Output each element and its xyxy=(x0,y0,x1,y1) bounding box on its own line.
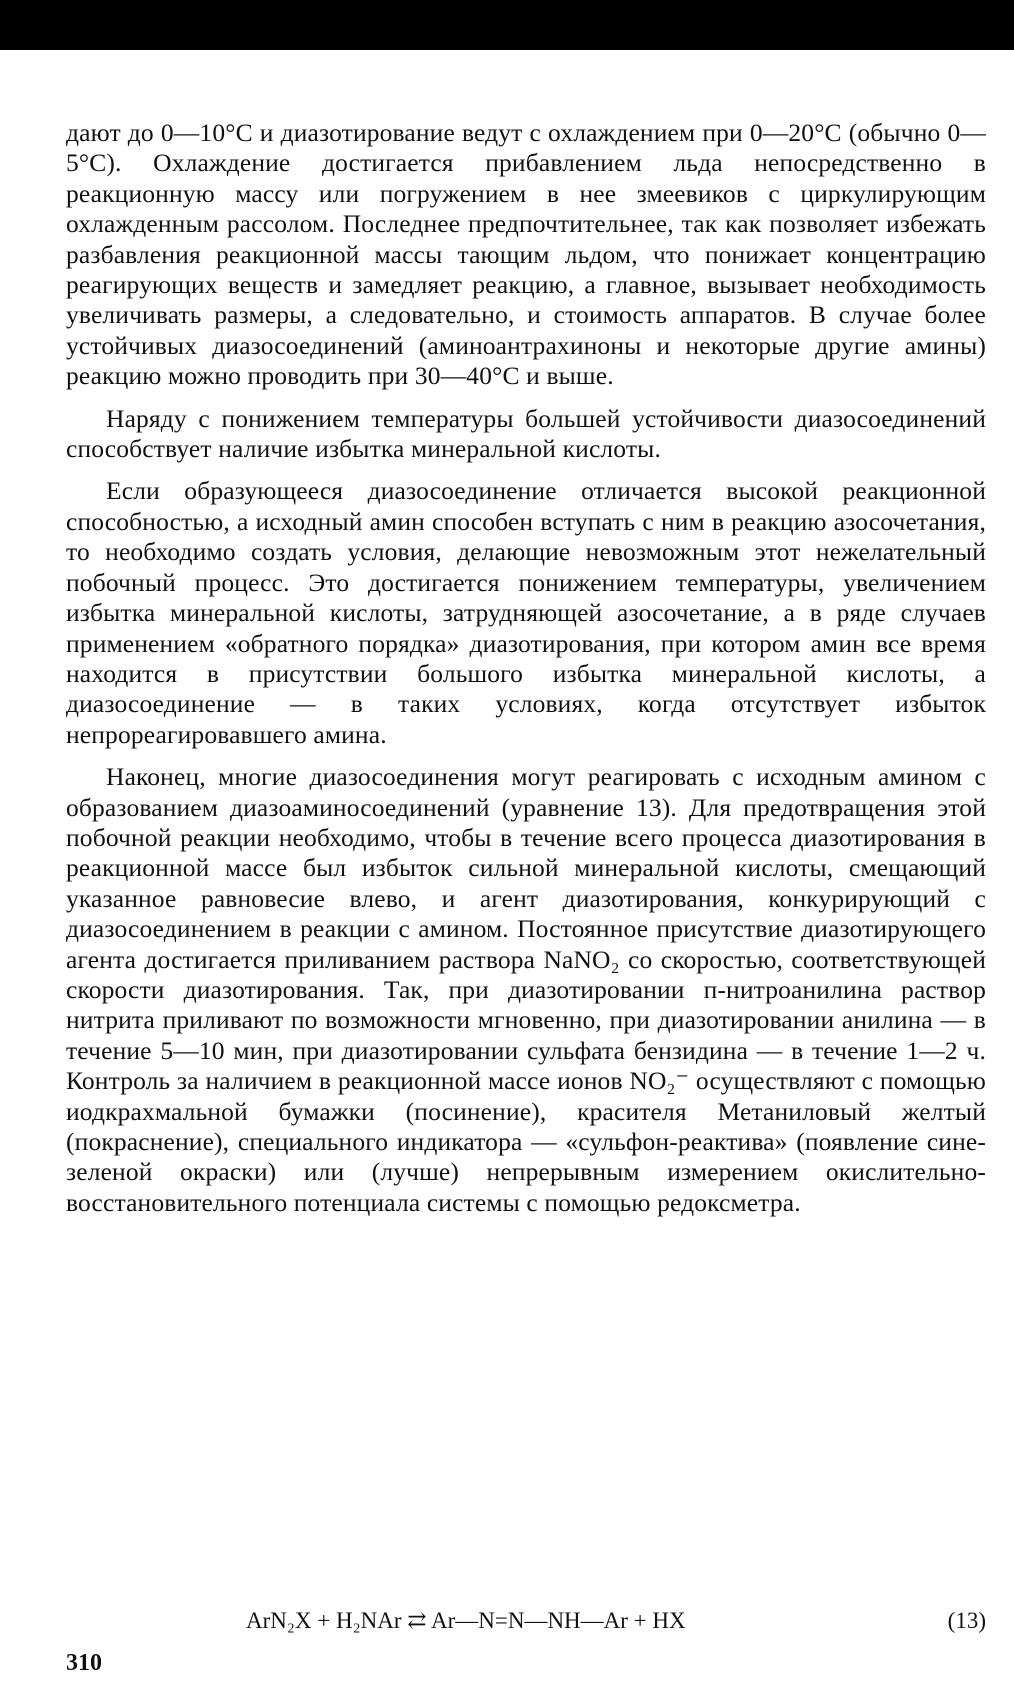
top-black-bar xyxy=(0,0,1014,50)
chemical-equation: ArN₂X + H₂NAr ⇄ Ar—N=N—NH—Ar + HX xyxy=(246,1608,686,1633)
paragraph-4: Наконец, многие диазосоединения могут реагировать с исходным амином с образованием диазоаминосоединений (уравнение 13). Для предотвращения этой побочной реакции необходимо, чтобы в течение всего процесса диазотирования в реакционной массе был избыток сильной минеральной кислоты, смещающий указанное равновесие влево, и агент диазотирования, конкурирующий с диазосоединением в реакции с амином. Постоянное присутствие диазотирующего агента достигается приливанием раствора NaNO₂ со скоростью, соответствующей скорости диазотирования. Так, при диазотировании п-нитроанилина раствор нитрита приливают по возможности мгновенно, при диазотировании анилина — в течение 5—10 мин, при диазотировании сульфата бензидина — в течение 1—2 ч. Контроль за наличием в реакционной массе ионов NO₂⁻ осуществляют с помощью иодкрахмальной бумажки (посинение), красителя Метаниловый желтый (покраснение), специального индикатора — «сульфон-реактива» (появление сине-зеленой окраски) или (лучше) непрерывным измерением окислительно-восстановительного потенциала системы с помощью редоксметра. xyxy=(66,762,986,1217)
equation-row xyxy=(66,1605,986,1637)
paragraph-3: Если образующееся диазосоединение отличается высокой реакционной способностью, а исходный амин способен вступать с ним в реакцию азосочетания, то необходимо создать условия, делающие невозможным этот нежелательный побочный процесс. Это достигается понижением температуры, увеличением избытка минеральной кислоты, затрудняющей азосочетание, а в ряде случаев применением «обратного порядка» диазотирования, при котором амин все время находится в присутствии большого избытка минеральной кислоты, а диазосоединение — в таких условиях, когда отсутствует избыток непрореагировавшего амина. xyxy=(66,476,986,749)
page-number: 310 xyxy=(66,1650,102,1676)
paragraph-1: дают до 0—10°С и диазотирование ведут с охлаждением при 0—20°С (обычно 0—5°С). Охлаждение достигается прибавлением льда непосредственно в реакционную массу или погружением в нее змеевиков с циркулирующим охлажденным рассолом. Последнее предпочтительнее, так как позволяет избежать разбавления реакционной массы тающим льдом, что понижает концентрацию реагирующих веществ и замедляет реакцию, а главное, вызывает необходимость увеличивать размеры, а следовательно, и стоимость аппаратов. В случае более устойчивых диазосоединений (аминоантрахиноны и некоторые другие амины) реакцию можно проводить при 30—40°С и выше. xyxy=(66,118,986,391)
equation-number: (13) xyxy=(947,1608,986,1633)
page-body xyxy=(66,118,986,1230)
paragraph-2: Наряду с понижением температуры большей устойчивости диазосоединений способствует наличие избытка минеральной кислоты. xyxy=(66,403,986,464)
